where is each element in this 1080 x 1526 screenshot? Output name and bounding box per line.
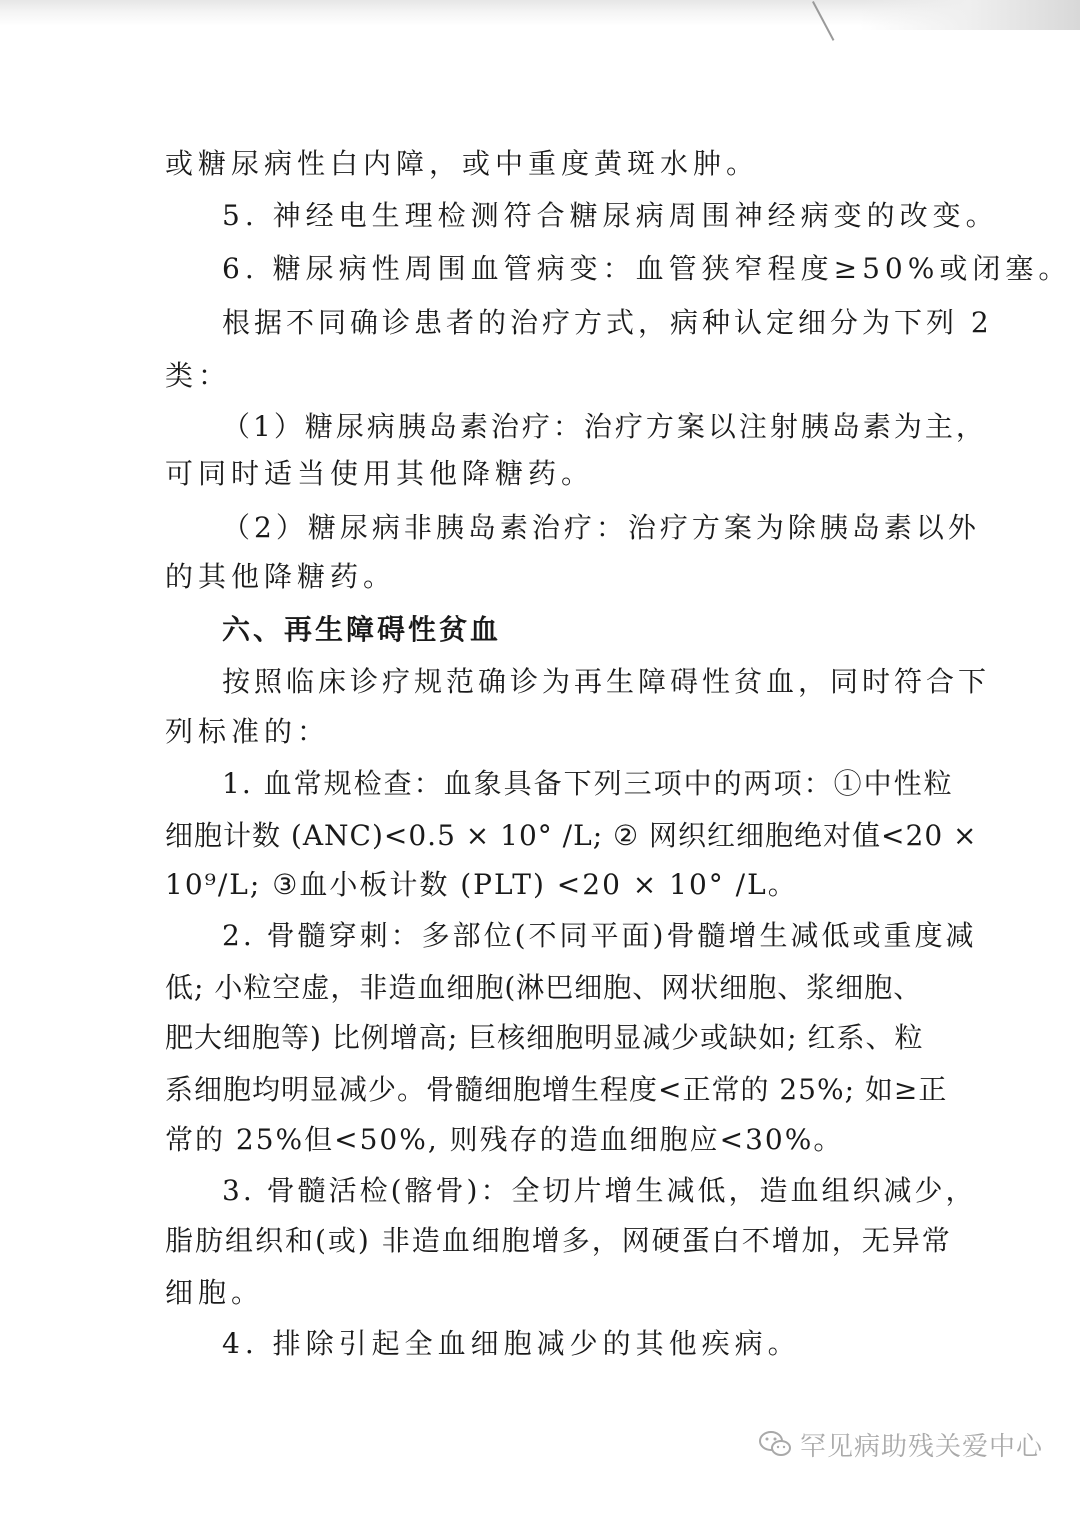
section-heading: 六、再生障碍性贫血 bbox=[222, 613, 502, 646]
body-line: 或糖尿病性白内障，或中重度黄斑水肿。 bbox=[165, 147, 760, 180]
body-line: 细胞。 bbox=[165, 1276, 265, 1309]
watermark bbox=[758, 1427, 1043, 1461]
body-line: 2. 骨髓穿刺：多部位(不同平面)骨髓增生减低或重度减 bbox=[222, 919, 977, 952]
body-line: 常的 25%但<50%, 则残存的造血细胞应<30%。 bbox=[165, 1123, 844, 1156]
body-line: 细胞计数 (ANC)<0.5 × 10° /L; ② 网织红细胞绝对值<20 × bbox=[165, 819, 978, 852]
body-line: 系细胞均明显减少。骨髓细胞增生程度<正常的 25%; 如≥正 bbox=[165, 1073, 948, 1106]
body-line: 脂肪组织和(或) 非造血细胞增多，网硬蛋白不增加，无异常 bbox=[165, 1224, 952, 1257]
wechat-icon bbox=[758, 1429, 792, 1459]
body-line: （2）糖尿病非胰岛素治疗：治疗方案为除胰岛素以外 bbox=[222, 511, 980, 544]
body-line: 10⁹/L; ③血小板计数 (PLT) <20 × 10° /L。 bbox=[165, 868, 798, 901]
body-line: 6. 糖尿病性周围血管病变：血管狭窄程度≥50%或闭塞。 bbox=[222, 252, 1072, 285]
body-line: 类： bbox=[165, 359, 232, 392]
scan-corner-shadow bbox=[860, 0, 1080, 30]
body-line: 按照临床诊疗规范确诊为再生障碍性贫血，同时符合下 bbox=[222, 665, 991, 698]
body-line: 可同时适当使用其他降糖药。 bbox=[165, 457, 595, 490]
body-line: 肥大细胞等) 比例增高; 巨核细胞明显减少或缺如; 红系、粒 bbox=[165, 1021, 924, 1054]
body-line: （1）糖尿病胰岛素治疗：治疗方案以注射胰岛素为主， bbox=[222, 410, 987, 443]
body-line: 低; 小粒空虚，非造血细胞(淋巴细胞、网状细胞、浆细胞、 bbox=[165, 971, 923, 1004]
body-line: 根据不同确诊患者的治疗方式，病种认定细分为下列 2 bbox=[222, 306, 993, 339]
body-line: 列标准的： bbox=[165, 715, 331, 748]
body-line: 1. 血常规检查：血象具备下列三项中的两项：①中性粒 bbox=[222, 767, 954, 800]
watermark-text: 罕见病助残关爱中心 bbox=[800, 1431, 1044, 1462]
body-line: 4. 排除引起全血细胞减少的其他疾病。 bbox=[222, 1327, 801, 1360]
body-line: 5. 神经电生理检测符合糖尿病周围神经病变的改变。 bbox=[222, 199, 999, 232]
body-line: 3. 骨髓活检(髂骨)：全切片增生减低，造血组织减少， bbox=[222, 1174, 977, 1207]
body-line: 的其他降糖药。 bbox=[165, 560, 397, 593]
